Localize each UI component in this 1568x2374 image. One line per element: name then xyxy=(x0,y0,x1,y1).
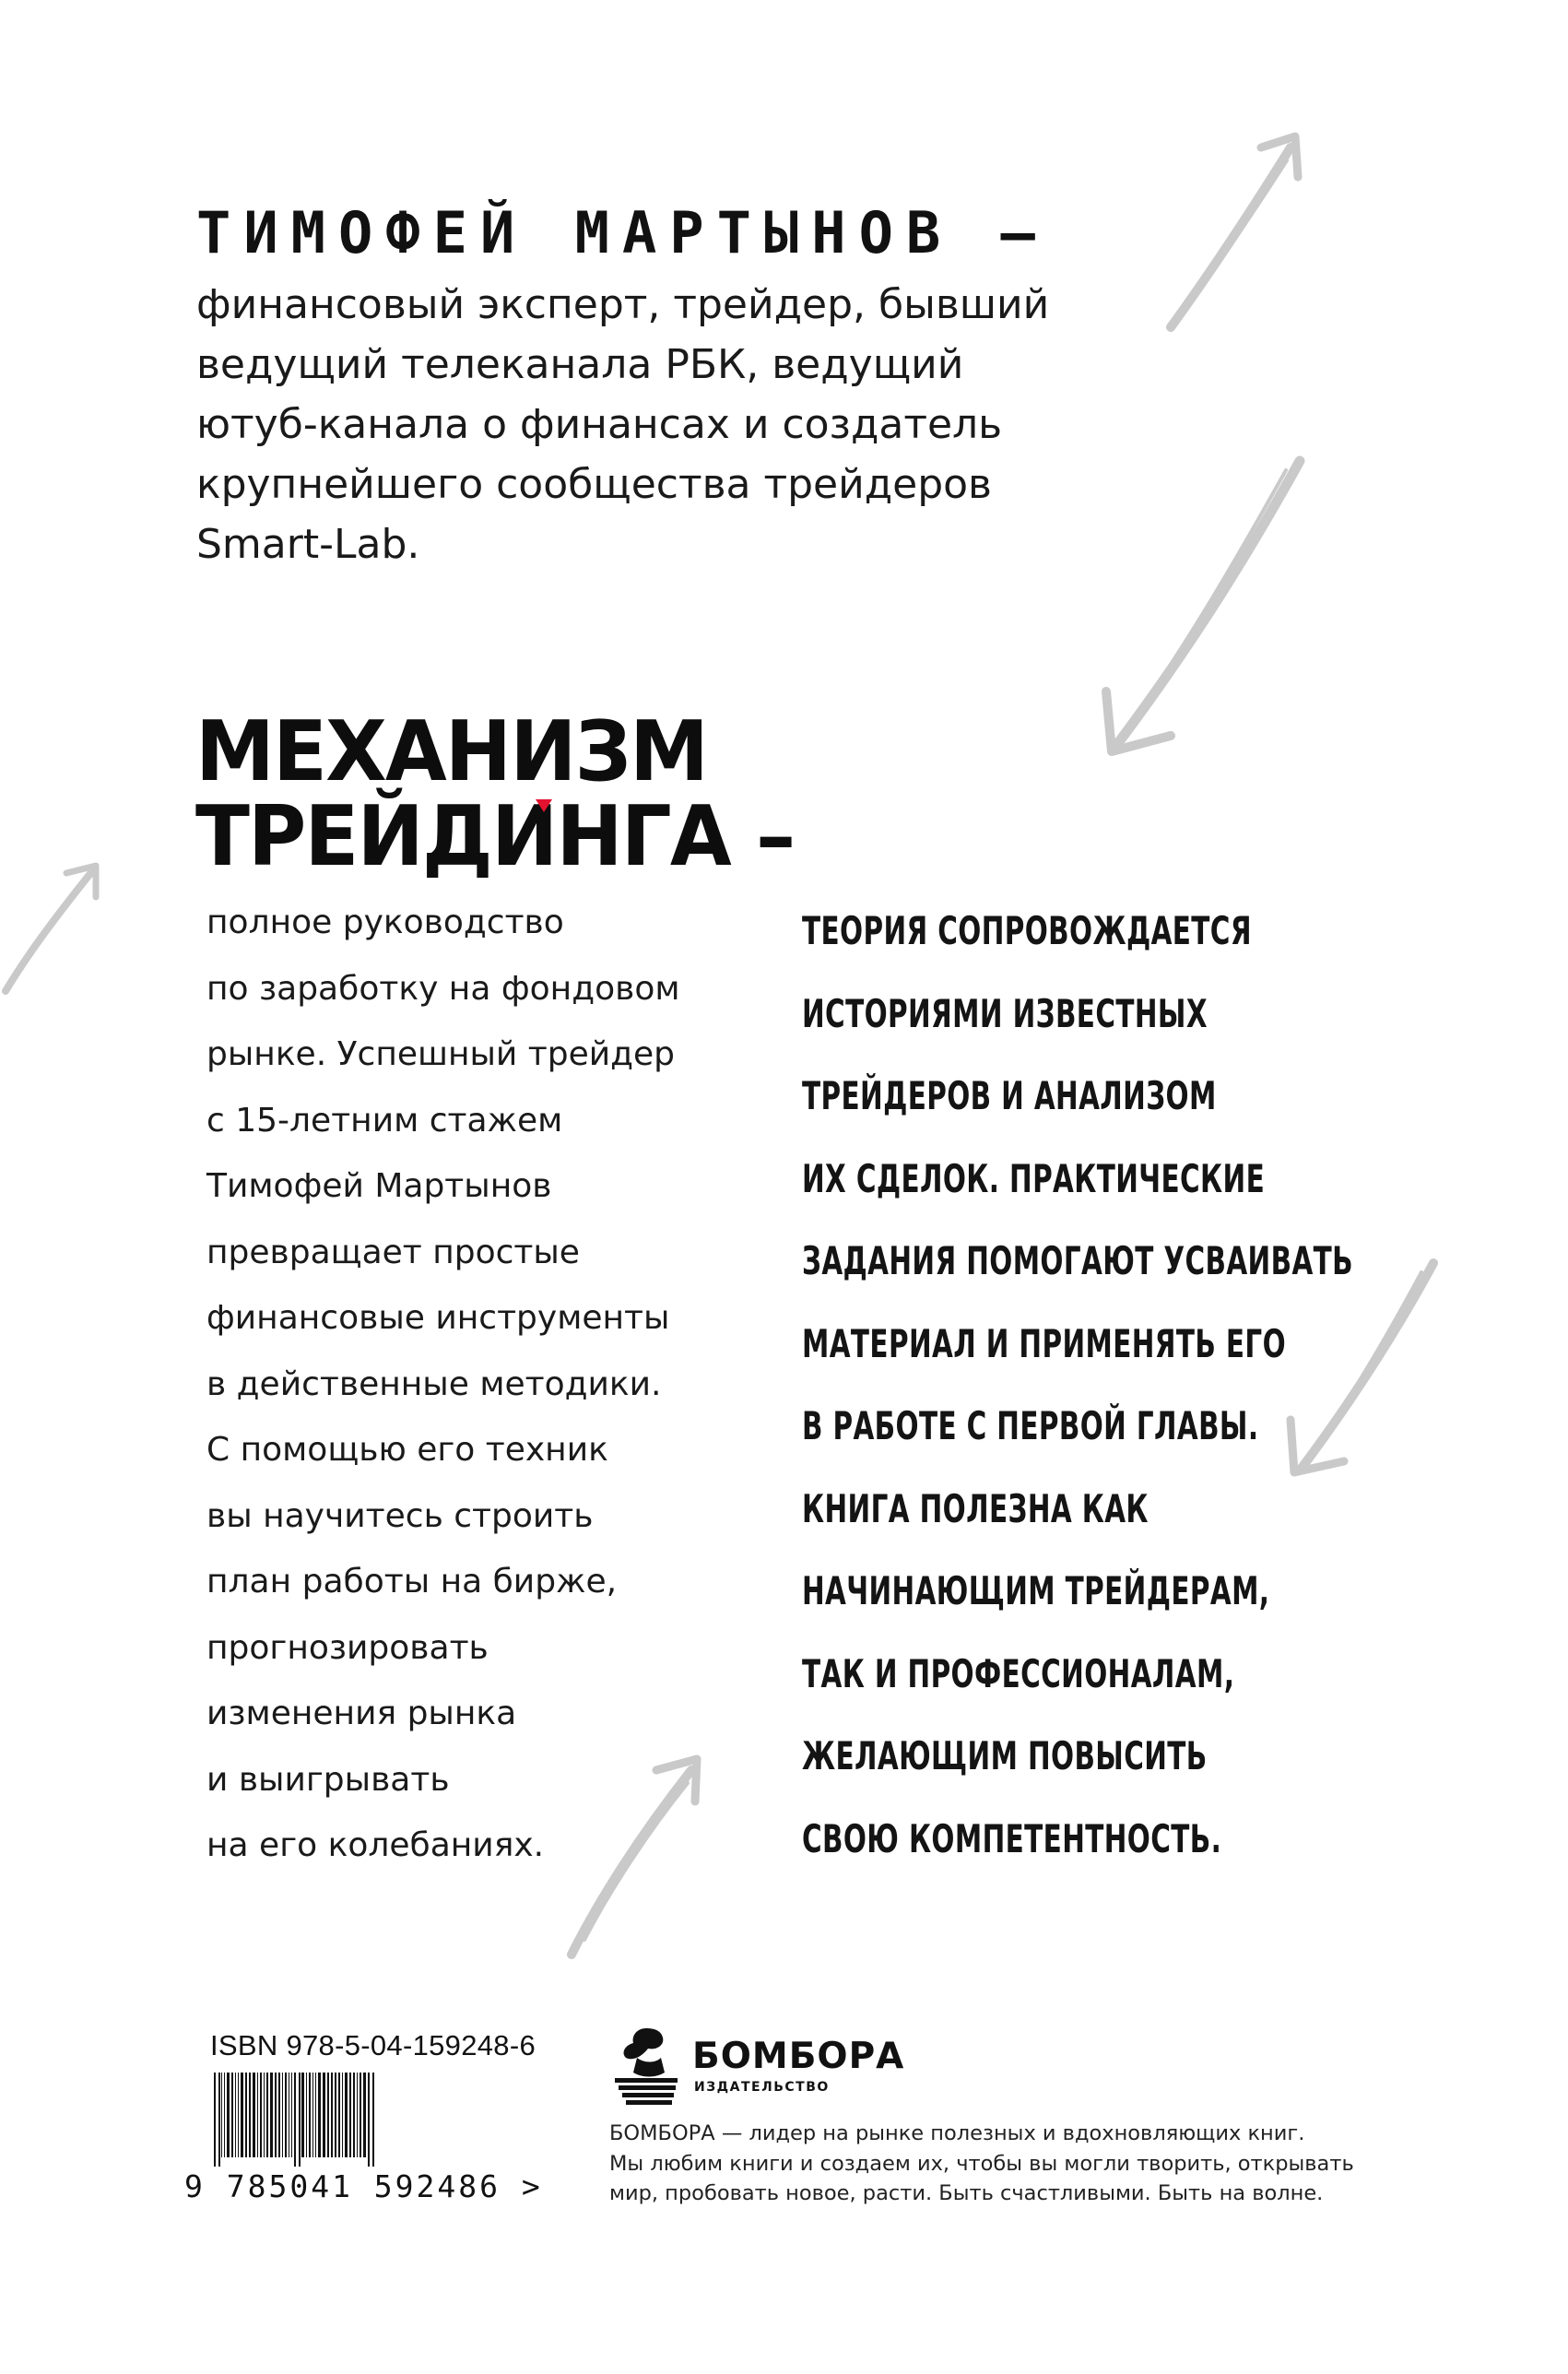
barcode-digits: 9 785041 592486 > xyxy=(184,2168,543,2204)
description-line: С помощью его техник xyxy=(206,1431,608,1469)
arrow-up-right-icon xyxy=(0,853,111,1000)
arrow-up-right-icon xyxy=(1152,120,1318,341)
description-line: Тимофей Мартынов xyxy=(206,1167,552,1205)
highlight-line: ЖЕЛАЮЩИМ ПОВЫСИТЬ xyxy=(802,1733,1208,1778)
book-title-line-2: ТРЕЙДИНГА – xyxy=(195,788,795,885)
description-line: и выигрывать xyxy=(206,1760,450,1799)
description-line: полное руководство xyxy=(206,904,564,941)
author-bio-line: ютуб-канала о финансах и создатель xyxy=(196,401,1003,448)
description-text xyxy=(206,890,680,1879)
highlight-line: ИХ СДЕЛОК. ПРАКТИЧЕСКИЕ xyxy=(802,1155,1266,1201)
highlight-line: КНИГА ПОЛЕЗНА КАК xyxy=(802,1485,1149,1531)
highlight-line: ЗАДАНИЯ ПОМОГАЮТ УСВАИВАТЬ xyxy=(802,1238,1354,1283)
highlight-line: ИСТОРИЯМИ ИЗВЕСТНЫХ xyxy=(802,990,1208,1036)
author-name: ТИМОФЕЙ МАРТЫНОВ – xyxy=(196,199,1048,266)
book-title-line-1: МЕХАНИЗМ xyxy=(195,703,708,800)
description-line: план работы на бирже, xyxy=(206,1563,618,1600)
author-bio-line: финансовый эксперт, трейдер, бывший xyxy=(196,281,1050,328)
publisher-about-line: мир, пробовать новое, расти. Быть счастливыми. Быть на волне. xyxy=(609,2181,1324,2205)
book-title xyxy=(195,703,819,885)
author-bio-line: крупнейшего сообщества трейдеров xyxy=(196,461,992,508)
publisher-about xyxy=(609,2119,1354,2209)
author-bio-line: Smart-Lab. xyxy=(196,521,420,568)
author-block xyxy=(196,192,1127,574)
publisher-name: БОМБОРА xyxy=(692,2036,905,2077)
description-line: прогнозировать xyxy=(206,1628,489,1667)
description-line: рынке. Успешный трейдер xyxy=(206,1035,676,1073)
description-line: изменения рынка xyxy=(206,1695,517,1732)
bombora-logo-icon xyxy=(609,2025,683,2108)
highlight-line: ТЕОРИЯ СОПРОВОЖДАЕТСЯ xyxy=(802,908,1252,953)
description-line: с 15-летним стажем xyxy=(206,1101,563,1140)
highlight-line: СВОЮ КОМПЕТЕНТНОСТЬ. xyxy=(802,1815,1222,1861)
red-accent-mark-icon xyxy=(536,799,552,812)
publisher-about-line: Мы любим книги и создаем их, чтобы вы могли творить, открывать xyxy=(609,2151,1354,2176)
description-line: в действенные методики. xyxy=(206,1364,662,1403)
description-line: превращает простые xyxy=(206,1233,580,1271)
author-bio-line: ведущий телеканала РБК, ведущий xyxy=(196,341,964,388)
isbn-label: ISBN 978-5-04-159248-6 xyxy=(210,2029,536,2061)
highlight-line: ТРЕЙДЕРОВ И АНАЛИЗОМ xyxy=(802,1073,1217,1118)
highlight-line: МАТЕРИАЛ И ПРИМЕНЯТЬ ЕГО xyxy=(802,1320,1287,1366)
barcode-icon xyxy=(210,2073,501,2167)
description-line: на его колебаниях. xyxy=(206,1826,545,1864)
highlight-text xyxy=(802,890,1509,1880)
highlight-line: В РАБОТЕ С ПЕРВОЙ ГЛАВЫ. xyxy=(802,1403,1259,1448)
highlight-line: ТАК И ПРОФЕССИОНАЛАМ, xyxy=(802,1650,1235,1696)
description-line: вы научитесь строить xyxy=(206,1496,594,1535)
publisher-subtitle: ИЗДАТЕЛЬСТВО xyxy=(694,2080,830,2095)
publisher-about-line: БОМБОРА — лидер на рынке полезных и вдохновляющих книг. xyxy=(609,2121,1305,2145)
description-line: финансовые инструменты xyxy=(206,1299,670,1337)
description-line: по заработку на фондовом xyxy=(206,969,680,1008)
highlight-line: НАЧИНАЮЩИМ ТРЕЙДЕРАМ, xyxy=(802,1568,1270,1613)
